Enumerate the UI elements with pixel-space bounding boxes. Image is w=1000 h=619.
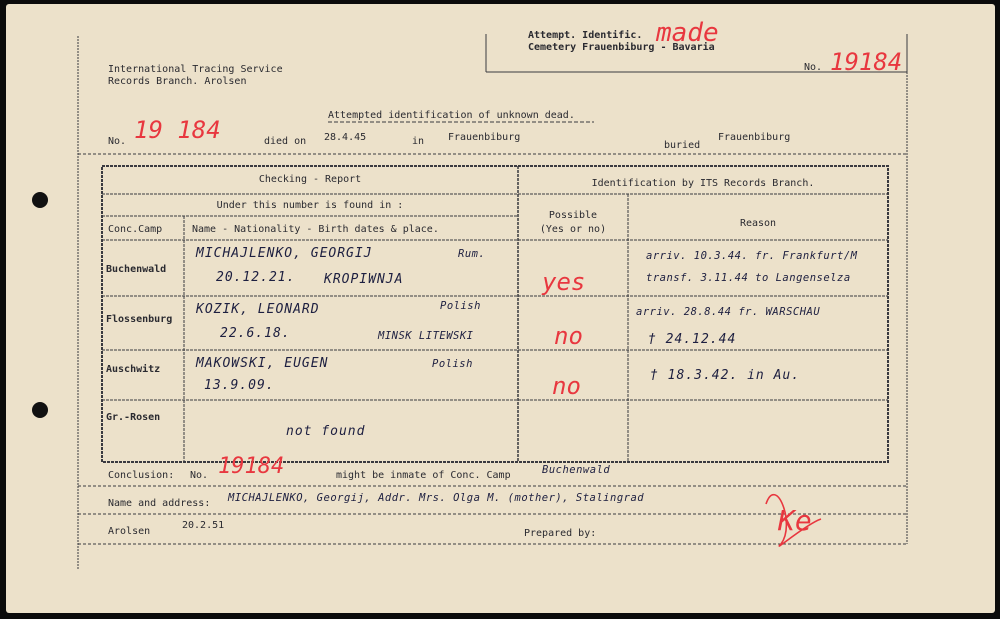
row-2-nationality: Polish — [440, 300, 481, 312]
died-value: 28.4.45 — [324, 132, 367, 143]
stamp-no-label: No. — [804, 62, 823, 73]
form-title: Attempted identification of unknown dead. — [328, 110, 575, 121]
row-2-reason-2: † 24.12.44 — [648, 332, 737, 347]
stamp-line-1: Attempt. Identific. — [528, 30, 643, 41]
row-2-reason-1: arriv. 28.8.44 fr. WARSCHAU — [636, 306, 821, 318]
under-number: Under this number is found in : — [216, 200, 404, 211]
row-3-nationality: Polish — [432, 358, 473, 370]
checking-header: Checking - Report — [258, 174, 362, 185]
record-no-label: No. — [108, 136, 127, 147]
punch-hole-top — [32, 192, 48, 208]
row-3-reason-1: † 18.3.42. in Au. — [650, 368, 801, 383]
row-3-possible: no — [552, 372, 581, 400]
row-1-birth: 20.12.21. — [216, 270, 296, 285]
col-reason: Reason — [739, 218, 777, 229]
office-line-2: Records Branch. Arolsen — [108, 76, 247, 87]
footer-place: Arolsen — [108, 526, 151, 537]
buried-value: Frauenbiburg — [718, 132, 791, 143]
col-name: Name - Nationality - Birth dates & place. — [192, 224, 439, 235]
col-possible-2: (Yes or no) — [539, 224, 607, 235]
record-no-value: 19 184 — [134, 116, 221, 144]
prepared-label: Prepared by: — [524, 528, 597, 539]
row-2-place: MINSK LITEWSKI — [378, 330, 474, 342]
stamp-no-value: 19184 — [830, 48, 903, 76]
row-1-camp: Buchenwald — [106, 264, 167, 275]
row-3-birth: 13.9.09. — [204, 378, 275, 393]
row-1-nationality: Rum. — [458, 248, 486, 260]
row-2-camp: Flossenburg — [106, 314, 173, 325]
died-label: died on — [264, 136, 307, 147]
row-2-birth: 22.6.18. — [220, 326, 291, 341]
address-value: MICHAJLENKO, Georgij, Addr. Mrs. Olga M. (mother), Stalingrad — [228, 492, 645, 504]
col-possible-1: Possible — [548, 210, 598, 221]
conclusion-text: might be inmate of Conc. Camp — [336, 470, 511, 481]
footer-date: 20.2.51 — [182, 520, 225, 531]
conclusion-label: Conclusion: — [108, 470, 175, 481]
ident-header: Identification by ITS Records Branch. — [591, 178, 815, 189]
punch-hole-bottom — [32, 402, 48, 418]
row-1-place: KROPIWNJA — [324, 272, 404, 287]
in-value: Frauenbiburg — [448, 132, 521, 143]
conclusion-no-value: 19184 — [218, 454, 285, 479]
buried-label: buried — [664, 140, 701, 151]
row-1-reason-2: transf. 3.11.44 to Langenselza — [646, 272, 851, 284]
row-1-possible: yes — [542, 268, 586, 296]
stamp-line-2: Cemetery Frauenbiburg - Bavaria — [528, 42, 715, 53]
conclusion-no-label: No. — [190, 470, 209, 481]
prepared-initials: Ke — [778, 504, 812, 537]
row-1-reason-1: arriv. 10.3.44. fr. Frankfurt/M — [646, 250, 858, 262]
row-1-name: MICHAJLENKO, GEORGIJ — [196, 246, 373, 261]
office-line-1: International Tracing Service — [108, 64, 283, 75]
record-card — [6, 4, 995, 613]
row-2-name: KOZIK, LEONARD — [196, 302, 320, 317]
col-camp: Conc.Camp — [108, 224, 163, 235]
in-label: in — [412, 136, 425, 147]
conclusion-camp: Buchenwald — [542, 464, 611, 476]
row-4-name: not found — [286, 424, 366, 439]
row-3-camp: Auschwitz — [106, 364, 161, 375]
stamp-made: made — [656, 18, 719, 48]
row-4-camp: Gr.-Rosen — [106, 412, 161, 423]
form-lines — [6, 4, 995, 613]
address-label: Name and address: — [108, 498, 211, 509]
row-3-name: MAKOWSKI, EUGEN — [196, 356, 329, 371]
row-2-possible: no — [554, 322, 583, 350]
